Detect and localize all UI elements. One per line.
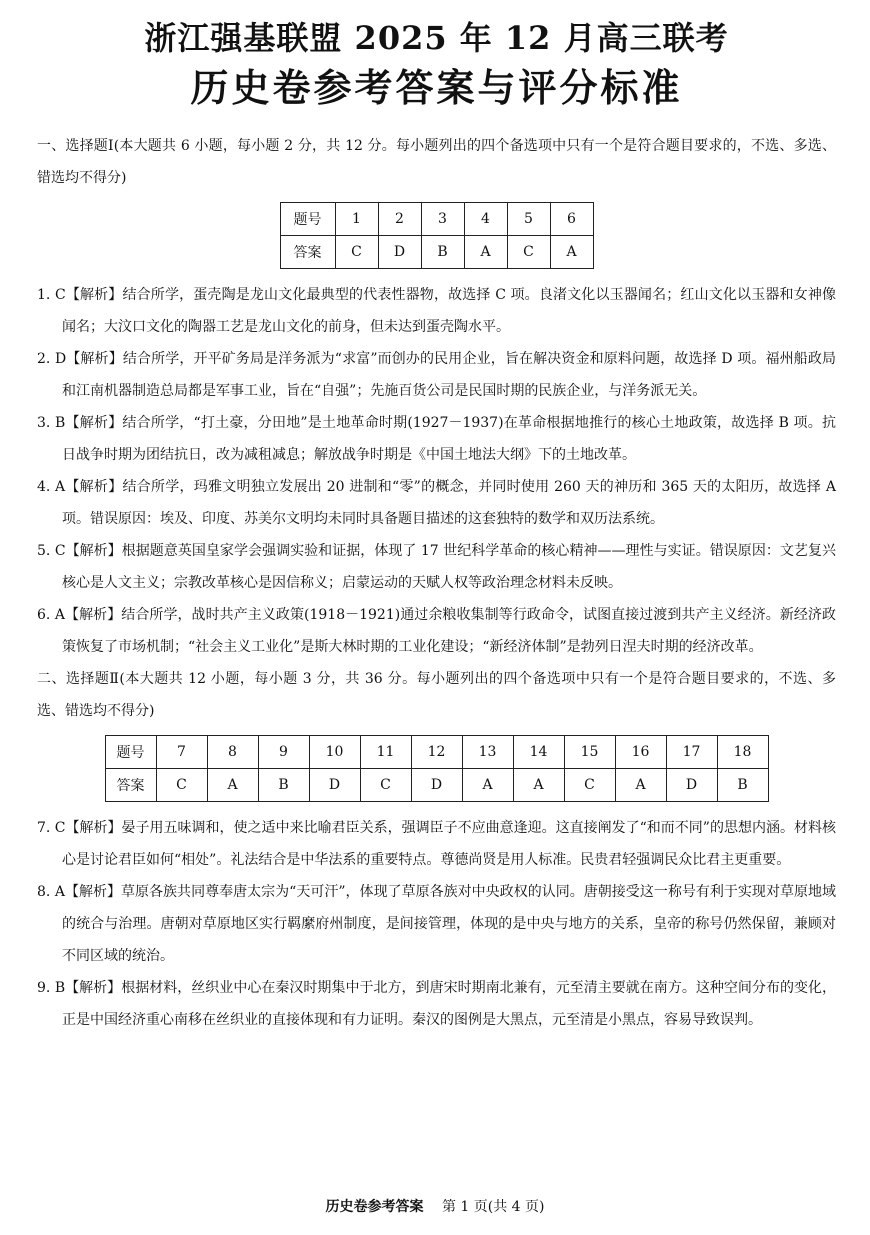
answer-cell: A — [615, 769, 666, 802]
question-number-cell: 8 — [207, 736, 258, 769]
answer-cell: D — [666, 769, 717, 802]
explanation-q5: 5. C【解析】根据题意英国皇家学会强调实验和证据，体现了 17 世纪科学革命的核心精神——理性与实证。错误原因：文艺复兴核心是人文主义；宗教改革核心是因信称义；启蒙运动的天赋人权等政治理念材料未反映。 — [37, 543, 836, 591]
explanation-q2: 2. D【解析】结合所学，开平矿务局是洋务派为“求富”而创办的民用企业，旨在解决资金和原料问题，故选择 D 项。福州船政局和江南机器制造总局都是军事工业，旨在“自强”；先施百货公司是民国时期的民族企业，与洋务派无关。 — [37, 351, 836, 399]
question-number-cell: 4 — [464, 203, 507, 236]
answer-cell: B — [421, 236, 464, 269]
row-label-number: 题号 — [280, 203, 335, 236]
question-number-cell: 7 — [156, 736, 207, 769]
answer-cell: C — [335, 236, 378, 269]
question-number-cell: 5 — [507, 203, 550, 236]
answer-cell: D — [378, 236, 421, 269]
section2-answer-table — [105, 735, 769, 802]
question-number-cell: 10 — [309, 736, 360, 769]
question-number-cell: 14 — [513, 736, 564, 769]
section1-heading: 一、选择题Ⅰ(本大题共 6 小题，每小题 2 分，共 12 分。每小题列出的四个备选项中只有一个是符合题目要求的，不选、多选、错选均不得分) — [37, 138, 836, 186]
question-number-cell: 2 — [378, 203, 421, 236]
explanation-q3: 3. B【解析】结合所学，“打土豪，分田地”是土地革命时期(1927－1937)在革命根据地推行的核心土地政策，故选择 B 项。抗日战争时期为团结抗日，改为减租减息；解放战争时期是《中国土地法大纲》下的土地改革。 — [37, 415, 836, 463]
question-number-cell: 12 — [411, 736, 462, 769]
answer-cell: A — [207, 769, 258, 802]
explanation-q8: 8. A【解析】草原各族共同尊奉唐太宗为“天可汗”，体现了草原各族对中央政权的认同。唐朝接受这一称号有利于实现对草原地域的统合与治理。唐朝对草原地区实行羁縻府州制度，是间接管理，体现的是中央与地方的关系，皇帝的称号仍然保留，兼顾对不同区域的统治。 — [37, 884, 836, 964]
question-number-cell: 16 — [615, 736, 666, 769]
footer-title: 历史卷参考答案 — [325, 1199, 424, 1215]
answer-cell: B — [717, 769, 768, 802]
answer-cell: B — [258, 769, 309, 802]
question-number-cell: 9 — [258, 736, 309, 769]
answer-cell: A — [464, 236, 507, 269]
question-number-cell: 1 — [335, 203, 378, 236]
answer-cell: A — [462, 769, 513, 802]
table-row-answers — [280, 236, 593, 269]
section2-heading: 二、选择题Ⅱ(本大题共 12 小题，每小题 3 分，共 36 分。每小题列出的四个备选项中只有一个是符合题目要求的，不选、多选、错选均不得分) — [37, 671, 836, 719]
question-number-cell: 11 — [360, 736, 411, 769]
answer-cell: D — [309, 769, 360, 802]
exam-title: 浙江强基联盟 2025 年 12 月高三联考 — [144, 19, 729, 57]
answer-cell: A — [513, 769, 564, 802]
row-label-answer: 答案 — [280, 236, 335, 269]
page-number: 第 1 页(共 4 页) — [441, 1199, 545, 1215]
table-row-numbers — [105, 736, 768, 769]
table-row-answers — [105, 769, 768, 802]
question-number-cell: 6 — [550, 203, 593, 236]
explanation-q6: 6. A【解析】结合所学，战时共产主义政策(1918－1921)通过余粮收集制等行政命令，试图直接过渡到共产主义经济。新经济政策恢复了市场机制；“社会主义工业化”是斯大林时期的工业化建设；“新经济体制”是勃列日涅夫时期的经济改革。 — [37, 607, 836, 655]
answer-cell: C — [156, 769, 207, 802]
question-number-cell: 15 — [564, 736, 615, 769]
answer-cell: C — [507, 236, 550, 269]
row-label-number: 题号 — [105, 736, 156, 769]
question-number-cell: 3 — [421, 203, 464, 236]
row-label-answer: 答案 — [105, 769, 156, 802]
answer-cell: C — [564, 769, 615, 802]
explanation-q1: 1. C【解析】结合所学，蛋壳陶是龙山文化最典型的代表性器物，故选择 C 项。良渚文化以玉器闻名；红山文化以玉器和女神像闻名；大汶口文化的陶器工艺是龙山文化的前身，但未达到蛋壳陶水平。 — [37, 287, 836, 335]
page-footer — [0, 1196, 870, 1218]
answer-cell: D — [411, 769, 462, 802]
answer-cell: A — [550, 236, 593, 269]
document-subtitle: 历史卷参考答案与评分标准 — [190, 65, 683, 110]
question-number-cell: 18 — [717, 736, 768, 769]
section1-answer-table — [280, 202, 594, 269]
question-number-cell: 13 — [462, 736, 513, 769]
table-row-numbers — [280, 203, 593, 236]
explanation-q7: 7. C【解析】晏子用五味调和，使之适中来比喻君臣关系，强调臣子不应曲意逢迎。这直接阐发了“和而不同”的思想内涵。材料核心是讨论君臣如何“相处”。礼法结合是中华法系的重要特点。尊德尚贤是用人标准。民贵君轻强调民众比君主更重要。 — [37, 820, 836, 868]
explanation-q4: 4. A【解析】结合所学，玛雅文明独立发展出 20 进制和“零”的概念，并同时使用 260 天的神历和 365 天的太阳历，故选择 A 项。错误原因：埃及、印度、苏美尔文明均未同时具备题目描述的这套独特的数学和双历法系统。 — [37, 479, 836, 527]
answer-cell: C — [360, 769, 411, 802]
question-number-cell: 17 — [666, 736, 717, 769]
explanation-q9: 9. B【解析】根据材料，丝织业中心在秦汉时期集中于北方，到唐宋时期南北兼有，元至清主要就在南方。这种空间分布的变化，正是中国经济重心南移在丝织业的直接体现和有力证明。秦汉的图例是大黑点，元至清是小黑点，容易导致误判。 — [37, 980, 836, 1028]
